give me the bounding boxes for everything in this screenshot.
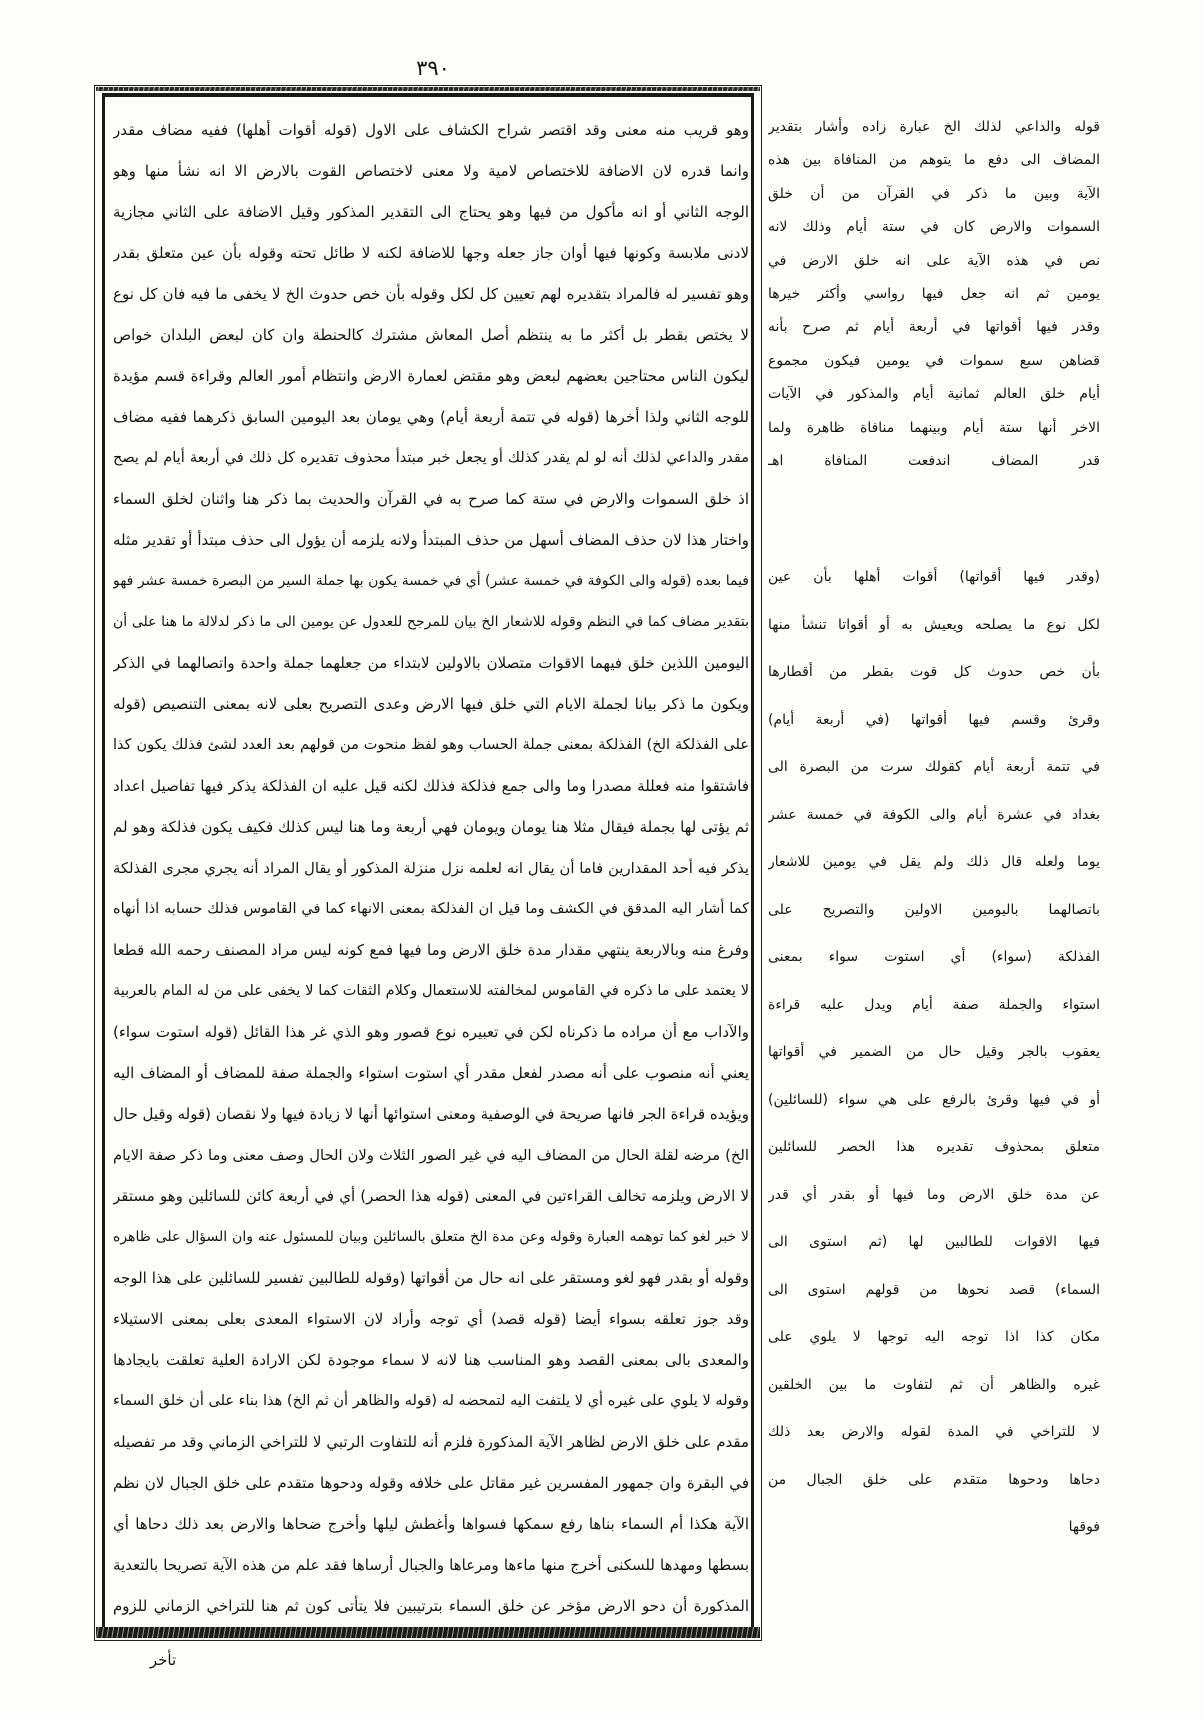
main-text-line: لا الارض ويلزمه تخالف القراءتين في المعنى (قوله هذا الحصر) أي في أربعة كائن للسائلين وهو مستقر [113,1187,749,1205]
main-text-line: ثم يؤتى لها بجملة فيقال مثلا هنا يومان ويومان فهي أربعة وما هنا ليس كذلك فكيف يكون فذلكة وهو لم [113,818,749,836]
margin-note-line: بأن خص حدوث كل قوت بقطر من أقطارها [768,664,1100,680]
page-number: ٣٩٠ [416,56,450,80]
margin-note-line: وقدر فيها أقواتها في أربعة أيام ثم صرح بأنه [768,319,1100,336]
margin-note-line: يومين ثم انه جعل فيها رواسي وأكثر خيرها [768,285,1100,302]
main-text-line: وقوله لا يلوي على غيره أي لا يلتفت اليه لتمحضه له (قوله والظاهر أن ثم الخ) هذا بناء على أن خلق السماء [113,1393,749,1409]
margin-note-line: نص في هذه الآية على انه خلق الارض في [768,252,1100,269]
margin-note-line: يوما ولعله قال ذلك ولم يقل في يومين للاشعار [768,854,1100,870]
margin-note-line: يعقوب بالجر وقيل حال من الضمير في أقواتها [768,1044,1100,1060]
main-text-line: في البقرة وان جمهور المفسرين غير مقاتل على خلافه وقوله ودحوها متقدم على خلق الجبال لان نظم [113,1474,749,1492]
main-text-line: فيما بعده (قوله والى الكوفة في خمسة عشر) أي في خمسة يكون بها جملة السير من البصرة خمسة عشر فهو [113,573,749,589]
main-text-line: ويؤيده قراءة الجر فانها صريحة في الوصفية ومعنى استوائها أنها لا زيادة فيها ولا نقصان (قوله وقيل حال [113,1105,749,1123]
main-text-line: يعني أنه منصوب على أنه مصدر لفعل مقدر أي استوت استواء والجملة صفة للمضاف أو المضاف اليه [113,1064,749,1082]
margin-note-line: السماء) قصد نحوها من قولهم استوى الى [768,1281,1100,1298]
margin-note-line: فوقها [1068,1519,1100,1535]
main-text-block [113,110,749,1627]
margin-note-line: عن مدة خلق الارض وما فيها أو بقدر أي قدر [768,1186,1100,1203]
main-text-line: والمعدى بالى بمعنى القصد وهو المناسب هنا لانه لا سماء موجودة لكن الارادة العلية تعلقت بايجادها [113,1351,749,1369]
margin-note-line: قضاهن سبع سموات في يومين فيكون مجموع [768,352,1100,369]
main-text-line: فاشتقوا منه فعللة مصدرا وما والى جمع فذلكة فذلك لكنه قيل عليه ان الفذلكة يذكر فيها تفاصيل اعداد [113,777,749,795]
main-text-line: اليومين اللذين خلق فيهما الاقوات متصلان بالاولين لابتداء من جعلهما جملة واحدة واتصالهما في الذكر [113,654,749,672]
main-text-line: واختار هذا لان حذف المضاف أسهل من حذف المبتدأ ولانه يلزمه أن يؤول الى حذف مبتدأ أو تقدير مثله [113,531,749,549]
margin-note-line: المضاف الى دفع ما يتوهم من المنافاة بين هذه [768,152,1100,169]
margin-note-line: السموات والارض كان في ستة أيام وذلك لانه [768,219,1100,236]
main-text-line: بتقدير مضاف كما في النظم وقوله للاشعار الخ بيان للمرجح للعدول عن يومين الى ما ذكر لدلالة ما هنا على أن [113,614,749,630]
margin-note-line: غيره والظاهر أن ثم لتفاوت ما بين الخلقين [768,1376,1100,1393]
margin-note-1 [768,111,1100,478]
main-text-line: للوجه الثاني ولذا أخرها (قوله في تتمة أربعة أيام) وهي يومان بعد اليومين السابق ذكرهما ففيه مضاف [113,408,749,426]
margin-note-line: قوله والداعي لذلك الخ عبارة زاده وأشار بتقدير [768,119,1100,135]
main-text-line: ويكون ما ذكر بيانا لجملة الايام التي خلق فيها الارض وعدى التصريح بعلى لانه بمعنى التنصيص (قوله [113,695,749,713]
margin-note-line: أيام خلق العالم ثمانية أيام والمذكور في الآيات [768,386,1100,403]
margin-note-line: متعلق بمحذوف تقديره هذا الحصر للسائلين [768,1139,1100,1155]
main-text-line: الخ) مرضه لقلة الحال من المضاف اليه في غير الصور الثلاث ولان الحال وصف معنى وما ذكر صفة الايام [113,1147,749,1164]
main-text-line: بسطها ومهدها للسكنى أخرج منها ماءها ومرعاها والجبال أرساها فقد علم من هذه الآية تصريحا بالتعدية [113,1556,749,1574]
margin-note-line: بغداد في عشرة أيام والى الكوفة في خمسة عشر [768,806,1100,823]
main-text-line: الآية هكذا أم السماء بناها رفع سمكها فسواها وأغطش ليلها وأخرج ضحاها والارض بعد ذلك دحاها أي [113,1515,749,1533]
page-frame-top-band [96,87,760,91]
main-text-line: وهو قريب منه معنى وقد اقتصر شراح الكشاف على الاول (قوله أقوات أهلها) ففيه مضاف مقدر [113,121,749,139]
main-text-line: لا خبر لغو كما توهمه العبارة وقوله وعن مدة الخ متعلق بالسائلين وبيان للمسئول عنه وان السؤال على ظاهره [113,1229,749,1245]
main-text-line: اذ خلق السموات والارض في ستة كما صرح به في القرآن والحديث بما ذكر هنا واثنان لخلق السماء [113,490,749,508]
main-text-line: وقد جوز تعلقه بسواء أيضا (قوله قصد) أي توجه وأراد لان الاستواء المعدى بعلى بمعنى الاستيلاء [113,1310,749,1328]
main-text-line: وفرغ منه وبالاربعة ينتهي مقدار مدة خلق الارض وما فيها فمع كونه ليس مراد المصنف رحمه الله قطعا [113,941,749,959]
margin-note-line: الآية وبين ما ذكر في القرآن من أن خلق [768,185,1100,202]
margin-note-line: قدر المضاف اندفعت المنافاة اهـ [768,452,1100,469]
margin-note-line: الفذلكة (سواء) أي استوت سواء بمعنى [768,949,1100,965]
main-text-line: لا يختص بقطر بل أكثر ما به ينتظم أصل المعاش مشترك كالحنطة وان كان لبعض البلدان خواص [113,326,749,344]
margin-note-line: لا للتراخي في المدة لقوله والارض بعد ذلك [768,1424,1100,1440]
main-text-line: مقدر والداعي لذلك أنه لو لم يقدر كذلك أو يجعل خبر مبتدأ محذوف تقديره كل ذلك في أربعة أيام لم يصح [113,450,749,466]
margin-note-line: باتصالهما باليومين الاولين والتصريح على [768,901,1100,918]
margin-note-line: مكان كذا اذا توجه اليه توجها لا يلوي على [768,1329,1100,1345]
main-text-line: الوجه الثاني أو انه مأكول من فيها وهو يحتاج الى التقدير المذكور وقيل الاضافة على الثاني مجازية [113,203,749,221]
main-text-line: المذكورة أن دحو الارض مؤخر عن خلق السماء بترتيبين فلا يتأتى كون ثم هنا للتراخي الزماني للزوم [113,1597,749,1615]
main-text-line: كما أشار اليه المدقق في الكشف وما قيل ان الفذلكة بمعنى الانهاء كما في القاموس فذلك حسابه اذا أنهاه [113,901,749,917]
main-text-line: يذكر فيه أحد المقدارين فاما أن يقال انه لعلمه نزل منزلة المذكور أو يقال المراد أنه يجري مجرى الفذلكة [113,860,749,877]
main-text-line: وانما قدره لان الاضافة للاختصاص لامية ولا معنى لاختصاص القوت بالارض الا انه نشأ منها وهو [113,162,749,180]
catchword: تأخر [149,1651,177,1669]
main-text-line: ليكون الناس محتاجين بعضهم لبعض وهو مقتض لعمارة الارض وانتظام أمور العالم وقراءة قسم مؤيدة [113,367,749,385]
margin-note-line: وقرئ وقسم فيها أقواتها (في أربعة أيام) [768,711,1100,728]
main-text-line: وقوله أو بقدر فهو لغو ومستقر على انه حال من أقواتها (وقوله للطالبين تفسير للسائلين على هذا الوجه [113,1269,749,1287]
margin-note-line: استواء والجملة صفة أيام ويدل عليه قراءة [768,996,1100,1013]
margin-note-line: دحاها ودحوها متقدم على خلق الجبال من [768,1471,1100,1488]
margin-note-2 [768,554,1100,1552]
margin-note-line: لكل نوع ما يصلحه ويعيش به أو أقواتا تنشأ منها [768,616,1100,633]
main-text-line: مقدم على خلق الارض لظاهر الآية المذكورة فلزم أنه للتفاوت الرتبي لا للتراخي الزماني وقد مر تفصيله [113,1433,749,1451]
main-text-line: لا يعتمد على ما ذكره في القاموس لمخالفته للاستعمال وكلام الثقات كما لا يخفى على من له المام بالعربية [113,983,749,999]
main-text-line: والآداب مع أن مراده ما ذكرناه لكن في تعبيره نوع قصور وهو الذي غر هذا القائل (قوله استوت سواء) [113,1023,749,1041]
main-text-line: وهو تفسير له فالمراد بتقديره لهم تعيين كل لكل وقوله بأن خص حدوث الخ لا يخفى ما فيه فان كل نوع [113,285,749,303]
main-text-line: على الفذلكة الخ) الفذلكة بمعنى جملة الحساب وهو لفظ منحوت من قولهم بعد العدد لشئ فذلك يكون كذا [113,737,749,753]
main-text-line: لادنى ملابسة وكونها فيها أوان جاز جعله وجها للاضافة لكنه لا طائل تحته وقوله بأن عين متعلق بقدر [113,244,749,262]
margin-note-line: في تتمة أربعة أيام كقولك سرت من البصرة الى [768,759,1100,775]
margin-note-line: أو في فيها وقرئ بالرفع على هي سواء (للسائلين) [768,1091,1100,1108]
margin-note-line: فيها الاقوات للطالبين لها (ثم استوى الى [768,1234,1100,1250]
margin-note-line: (وقدر فيها أقواتها) أقوات أهلها بأن عين [768,569,1100,585]
margin-note-line: الاخر أنها ستة أيام وبينهما منافاة ظاهرة ولما [768,419,1100,436]
page-frame-bottom-band [96,1627,760,1638]
